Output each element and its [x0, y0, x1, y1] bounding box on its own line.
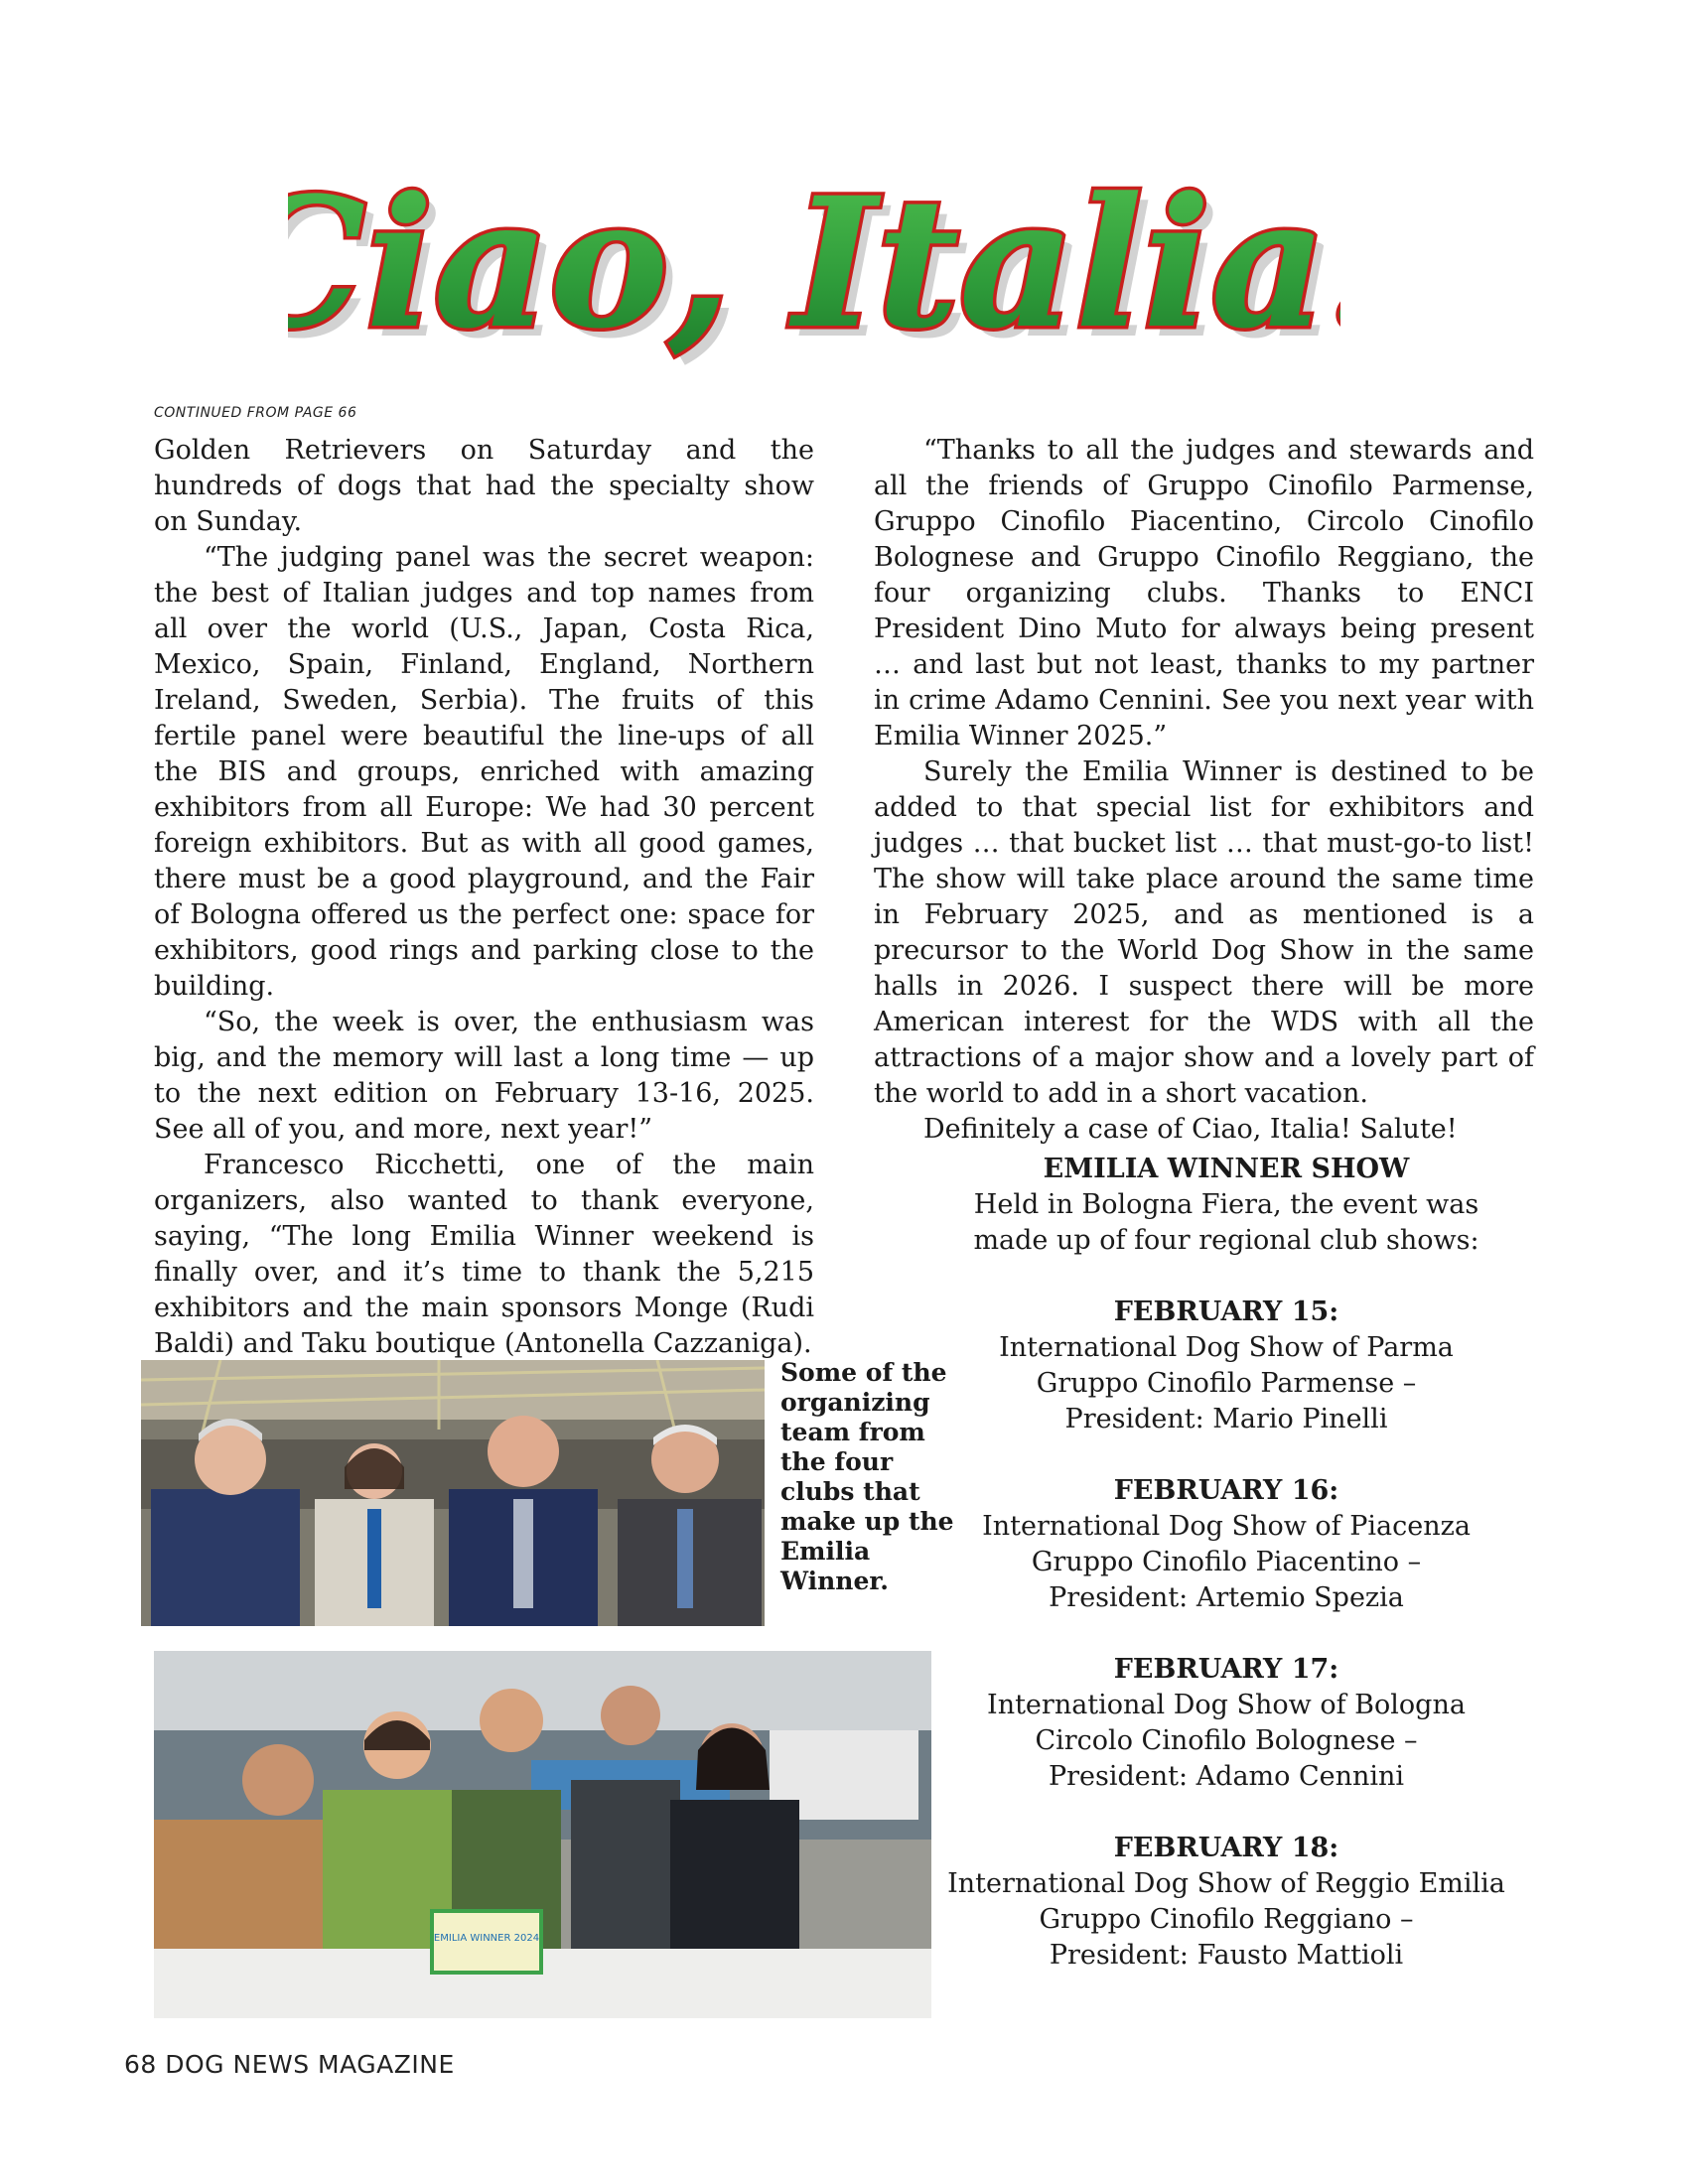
- title-shadow: iao, Italia: [375, 169, 1337, 378]
- show-sidebar: [943, 1152, 1509, 1974]
- paragraph: Definitely a case of Ciao, Italia! Salute!: [923, 1114, 1458, 1145]
- show-entry: [943, 1473, 1509, 1616]
- show-event: International Dog Show of Bologna: [987, 1690, 1466, 1720]
- continued-label: CONTINUED FROM PAGE 66: [154, 405, 357, 421]
- show-date: FEBRUARY 17:: [1113, 1654, 1339, 1685]
- paragraph: “Thanks to all the judges and stewards and all the friends of Gruppo Cinofilo Parmense, Gruppo Cinofilo Piacentino, Circolo Cinofilo Bolognese and Gruppo Cinofilo Reggiano, the four organizing clubs. Thanks to ENCI President Dino Muto for always being present … and last but not least, thanks to my partner in crime Adamo Cennini. See you next year with Emilia Winner 2025.”: [874, 435, 1534, 751]
- paragraph: “The judging panel was the secret weapon: the best of Italian judges and top names from all over the world (U.S., Japan, Costa Rica, Mexico, Spain, Finland, England, Northern Ireland, Sweden, Serbia). The fruits of this fertile panel were beautiful the line-ups of all the BIS and groups, enriched with amazing exhibitors from all Europe: We had 30 percent foreign exhibitors. But as with all good games, there must be a good playground, and the Fair of Bologna offered us the perfect one: space for exhibitors, good rings and parking close to the building.: [154, 542, 814, 1002]
- show-entry: [943, 1295, 1509, 1437]
- paragraph: Francesco Ricchetti, one of the main organizers, also wanted to thank everyone, saying, “The long Emilia Winner weekend is finally over, and it’s time to thank the 5,215 exhibitors and the main sponsors Monge (Rudi Baldi) and Taku boutique (Antonella Cazzaniga).: [154, 1150, 814, 1359]
- photo-organizing-team: [141, 1360, 765, 1626]
- paragraph: Surely the Emilia Winner is destined to be added to that special list for exhibitors and judges … that bucket list … that must-go-to list! The show will take place around the same time in February 2025, and as mentioned is a precursor to the World Dog Show in the same halls in 2026. I suspect there will be more American interest for the WDS with all the attractions of a major show and a lovely part of the world to add in a short vacation.: [874, 756, 1534, 1109]
- ticket-text: EMILIA WINNER 2024: [433, 1933, 540, 1944]
- article-column-left: [154, 433, 814, 1362]
- show-club: Gruppo Cinofilo Reggiano –: [1039, 1904, 1414, 1935]
- show-club: Gruppo Cinofilo Piacentino –: [1031, 1547, 1422, 1577]
- title-text: iao, Italia: [365, 159, 1328, 368]
- show-club: Gruppo Cinofilo Parmense –: [1036, 1368, 1417, 1399]
- paragraph: “So, the week is over, the enthusiasm was big, and the memory will last a long time — up to the next edition on February 13-16, 2025. See all of you, and more, next year!”: [154, 1007, 814, 1145]
- photo-group-table: [154, 1651, 931, 2018]
- show-date: FEBRUARY 15:: [1113, 1297, 1339, 1327]
- show-president: President: Artemio Spezia: [1049, 1582, 1404, 1613]
- show-president: President: Mario Pinelli: [1064, 1404, 1388, 1434]
- show-event: International Dog Show of Parma: [999, 1332, 1454, 1363]
- article-column-right: [874, 433, 1534, 1148]
- page-title: [288, 69, 1340, 407]
- show-date: FEBRUARY 18:: [1113, 1833, 1339, 1863]
- show-entry: [943, 1831, 1509, 1974]
- sidebar-heading: EMILIA WINNER SHOW: [1043, 1154, 1410, 1184]
- show-date: FEBRUARY 16:: [1113, 1475, 1339, 1506]
- page-footer: 68 DOG NEWS MAGAZINE: [124, 2050, 455, 2079]
- paragraph: Golden Retrievers on Saturday and the hundreds of dogs that had the specialty show on Sunday.: [154, 435, 814, 537]
- show-event: International Dog Show of Reggio Emilia: [947, 1868, 1505, 1899]
- photo-caption: Some of the organizing team from the four clubs that make up the Emilia Winner.: [780, 1358, 954, 1595]
- show-club: Circolo Cinofilo Bolognese –: [1035, 1725, 1418, 1756]
- show-president: President: Fausto Mattioli: [1049, 1940, 1404, 1971]
- show-president: President: Adamo Cennini: [1048, 1761, 1405, 1792]
- show-entry: [943, 1652, 1509, 1795]
- sidebar-intro-line: made up of four regional club shows:: [973, 1225, 1479, 1256]
- show-event: International Dog Show of Piacenza: [982, 1511, 1471, 1542]
- sidebar-intro-line: Held in Bologna Fiera, the event was: [973, 1189, 1479, 1220]
